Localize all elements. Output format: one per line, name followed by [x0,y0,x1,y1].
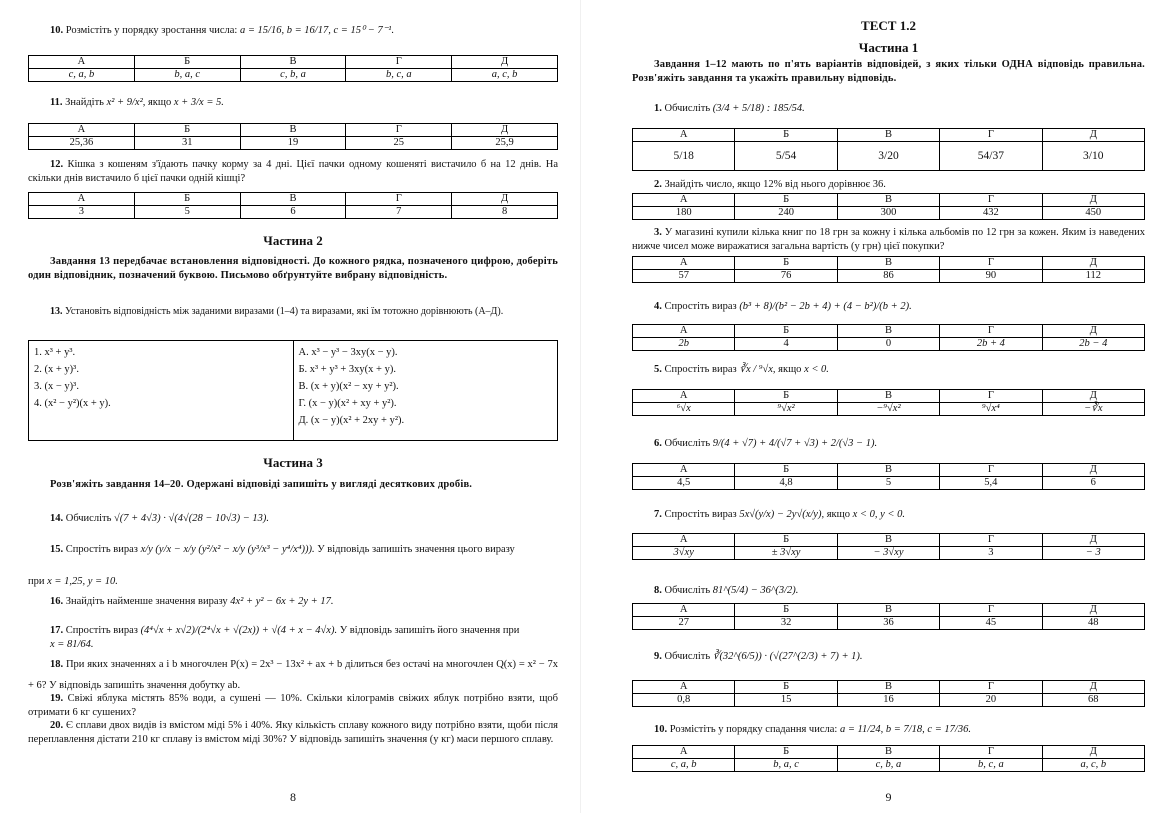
answer-option-letter: Г [940,390,1042,403]
answer-option-value: 15 [735,694,837,707]
answer-option-value: 8 [452,206,558,219]
question-formula: x < 0. [804,364,829,375]
answer-option-letter: Д [1042,534,1144,547]
question-number: 17. [50,625,64,636]
matching-item: В. (x + y)(x² − xy + y²). [298,381,399,392]
section-heading: Частина 1 [858,40,919,55]
answer-option-value: 19 [240,137,346,150]
answer-option-letter: Д [1042,746,1144,759]
answer-option-letter: А [633,746,735,759]
answer-option-letter: Б [134,56,240,69]
question-5 [632,363,1145,377]
answer-option-value: 0 [837,338,939,351]
question-formula: ∛x / ⁹√x, [739,364,776,375]
question-number: 16. [50,596,64,607]
answer-option-letter: В [837,534,939,547]
question-number: 19. [50,693,64,704]
answer-option-letter: Д [1042,194,1144,207]
answer-table [28,192,558,219]
matching-table [28,340,558,441]
page-number: 8 [290,790,296,804]
matching-item: 3. (x − y)³. [34,381,79,392]
answer-option-letter: А [633,681,735,694]
answer-option-value: ⁶√x [633,403,735,416]
answer-option-letter: А [633,464,735,477]
question-formula: 81^(5/4) − 36^(3/2). [712,585,799,596]
question-number: 6. [654,438,662,449]
answer-option-letter: Д [1042,257,1144,270]
answer-option-letter: Г [940,681,1042,694]
matching-item: Д. (x − y)(x² + 2xy + y²). [298,415,405,426]
answer-option-value: 25,9 [452,137,558,150]
question-text: Спростіть вираз [664,364,737,375]
answer-option-value: 450 [1042,207,1144,220]
answer-option-letter: В [837,681,939,694]
answer-option-letter: В [240,124,346,137]
answer-option-letter: А [29,124,135,137]
question-formula: ∛(32^(6/5)) · (√(27^(2/3) + 7) + 1). [712,651,863,662]
question-10 [28,24,558,38]
question-9 [632,650,1145,664]
question-15 [28,543,558,557]
matching-item: А. x³ − y³ − 3xy(x − y). [298,347,398,358]
question-1 [632,102,1145,116]
answer-option-value: 240 [735,207,837,220]
answer-option-letter: А [633,257,735,270]
answer-option-letter: Б [735,604,837,617]
question-text: Знайдіть число, якщо 12% від нього дорівнює 36. [664,179,886,190]
question-text: Спростіть вираз [664,301,737,312]
question-11 [28,96,558,110]
answer-option-value: 0,8 [633,694,735,707]
answer-option-letter: А [29,56,135,69]
question-text: Установіть відповідність між заданими виразами (1–4) та виразами, які їм тотожно дорівнюють (А–Д). [65,306,504,317]
answer-option-value: − 3√xy [837,547,939,560]
question-15-continued [28,575,558,589]
question-text: Розмістіть у порядку спадання числа: [669,724,838,735]
page-8 [28,0,558,813]
answer-table [632,603,1145,630]
answer-option-value: 4,5 [633,477,735,490]
answer-option-letter: Д [1042,325,1144,338]
answer-option-letter: В [240,193,346,206]
answer-option-value: ⁹√x² [735,403,837,416]
answer-option-letter: А [29,193,135,206]
question-number: 11. [50,97,63,108]
matching-item: 4. (x² − y²)(x + y). [34,398,111,409]
answer-option-value: 4 [735,338,837,351]
answer-option-value: c, b, a [240,69,346,82]
answer-table [632,389,1145,416]
answer-table [28,55,558,82]
answer-option-value: 3 [29,206,135,219]
answer-option-value: 3/20 [837,142,939,171]
question-text: якщо [147,97,172,108]
answer-option-value: 6 [240,206,346,219]
answer-option-letter: В [837,129,939,142]
question-7 [632,508,1145,522]
answer-option-letter: Д [1042,129,1144,142]
answer-option-value: 16 [837,694,939,707]
answer-option-letter: Б [735,325,837,338]
answer-option-value: b, a, c [735,759,837,772]
question-formula: 5x√(y/x) − 2y√(x/y), [739,509,825,520]
answer-option-letter: В [837,325,939,338]
answer-option-letter: Г [346,193,452,206]
question-number: 12. [50,159,64,170]
question-20 [28,719,558,746]
question-formula: a = 15/16, b = 16/17, c = 15⁰ − 7⁻¹. [239,25,395,36]
answer-option-letter: А [633,534,735,547]
question-17 [28,624,558,651]
answer-option-value: b, a, c [134,69,240,82]
question-16 [28,595,558,609]
answer-option-letter: Д [452,124,558,137]
answer-option-value: 90 [940,270,1042,283]
answer-option-value: 4,8 [735,477,837,490]
answer-table [28,123,558,150]
question-formula: x = 81/64. [50,638,94,650]
section-instructions: Завдання 13 передбачає встановлення відповідності. До кожного рядка, позначеного цифрою, доберіть один відповідник, позначений буквою. Письмово обґрунтуйте вибрану відповідність. [28,256,558,281]
section-heading: Частина 2 [263,233,323,248]
answer-option-letter: Д [452,193,558,206]
answer-option-letter: В [240,56,346,69]
answer-option-value: 48 [1042,617,1144,630]
answer-table [632,193,1145,220]
question-number: 13. [50,306,63,317]
answer-option-value: 76 [735,270,837,283]
section-instructions: Завдання 1–12 мають по п'ять варіантів відповідей, з яких тільки ОДНА відповідь правильна. Розв'яжіть завдання та укажіть правильну відповідь. [632,59,1145,84]
question-formula: 9/(4 + √7) + 4/(√7 + √3) + 2/(√3 − 1). [712,438,878,449]
answer-option-value: ⁹√x⁴ [940,403,1042,416]
answer-option-letter: А [633,325,735,338]
answer-option-value: 300 [837,207,939,220]
answer-option-letter: Б [735,746,837,759]
answer-table [632,533,1145,560]
question-text: Свіжі яблука містять 85% води, а сушені — 10%. Скільки кілограмів свіжих яблук потрібно взяти, щоб отримати 6 кг сушених? [28,693,558,718]
matching-item: Б. x³ + y³ + 3xy(x + y). [298,364,396,375]
question-8 [632,584,1145,598]
question-text: Спростіть вираз [65,544,138,555]
question-text: при [28,576,45,587]
answer-option-value: 3 [940,547,1042,560]
answer-option-value: 5 [837,477,939,490]
matching-item: 1. x³ + y³. [34,347,76,358]
question-text: Знайдіть найменше значення виразу [65,596,228,607]
question-text: Спростіть вираз [65,625,138,636]
answer-option-letter: Б [735,194,837,207]
answer-table [632,324,1145,351]
answer-option-letter: Б [134,193,240,206]
answer-option-letter: Д [452,56,558,69]
answer-option-letter: Г [940,257,1042,270]
question-formula: √(7 + 4√3) · √(4√(28 − 10√3) − 13). [114,513,270,524]
answer-option-letter: Б [735,681,837,694]
question-number: 10. [50,25,64,36]
question-12 [28,158,558,185]
answer-option-value: c, b, a [837,759,939,772]
question-text: Спростіть вираз [664,509,737,520]
question-number: 20. [50,720,64,731]
question-text: При яких значеннях a і b многочлен P(x) = 2x³ − 13x² + ax + b ділиться без остачі на многочлен Q(x) = x² − 7x + 6? У відповідь запишіть значення добутку ab. [28,659,558,691]
question-text: Обчисліть [664,651,711,662]
question-text: Обчисліть [664,438,711,449]
answer-option-letter: Б [134,124,240,137]
answer-option-value: 3/10 [1042,142,1144,171]
answer-option-letter: А [633,129,735,142]
answer-option-letter: Г [940,194,1042,207]
answer-table [632,680,1145,707]
answer-option-letter: А [633,604,735,617]
question-number: 15. [50,544,64,555]
answer-option-letter: Г [940,746,1042,759]
answer-option-value: 6 [1042,477,1144,490]
answer-option-letter: Г [940,464,1042,477]
answer-option-letter: Г [940,604,1042,617]
answer-option-value: 112 [1042,270,1144,283]
question-text: Знайдіть [65,97,104,108]
answer-option-letter: Б [735,534,837,547]
question-formula: (3/4 + 5/18) : 185/54. [712,103,805,114]
answer-table [632,463,1145,490]
answer-option-letter: В [837,604,939,617]
answer-option-value: 32 [735,617,837,630]
answer-option-value: 45 [940,617,1042,630]
answer-option-value: 68 [1042,694,1144,707]
answer-option-value: 20 [940,694,1042,707]
answer-option-letter: В [837,257,939,270]
question-10 [632,723,1145,737]
answer-option-value: c, a, b [29,69,135,82]
answer-option-letter: В [837,390,939,403]
question-number: 9. [654,651,662,662]
question-formula: a = 11/24, b = 7/18, c = 17/36. [839,724,971,735]
answer-option-value: 25 [346,137,452,150]
answer-option-letter: Б [735,390,837,403]
answer-option-value: 36 [837,617,939,630]
answer-table [632,745,1145,772]
matching-right-column [293,341,558,441]
answer-option-value: b, c, a [346,69,452,82]
answer-option-letter: Д [1042,604,1144,617]
question-18 [28,654,558,696]
matching-item: 2. (x + y)³. [34,364,79,375]
question-text: Є сплави двох видів із вмістом міді 5% і 40%. Яку кількість сплаву кожного виду потрібно взяти, щоби після переплавлення дістати 210 кг сплаву із вмістом міді 30%? У відповідь запишіть значення (у кг) маси першого сплаву. [28,720,559,745]
question-formula: x² + 9/x², [106,97,146,108]
answer-option-letter: Б [735,129,837,142]
matching-left-column [29,341,294,441]
answer-option-letter: А [633,390,735,403]
question-text: У відповідь запишіть його значення при [339,625,520,636]
question-6 [632,437,1145,451]
answer-option-value: 7 [346,206,452,219]
answer-table [632,128,1145,171]
answer-option-value: a, c, b [452,69,558,82]
question-formula: (b³ + 8)/(b² − 2b + 4) + (4 − b²)/(b + 2). [739,301,912,312]
question-text: якщо [826,509,850,520]
answer-option-letter: Б [735,464,837,477]
question-formula: x + 3/x = 5. [173,97,224,108]
answer-option-value: 25,36 [29,137,135,150]
answer-option-value: ± 3√xy [735,547,837,560]
question-4 [632,300,1145,314]
question-text: Розмістіть у порядку зростання числа: [65,25,238,36]
answer-option-value: 180 [633,207,735,220]
answer-option-letter: Г [940,129,1042,142]
test-title: ТЕСТ 1.2 [861,18,916,33]
section-heading: Частина 3 [263,455,323,470]
answer-option-letter: Г [346,56,452,69]
question-formula: x = 1,25, y = 10. [47,576,118,587]
answer-option-letter: Д [1042,390,1144,403]
answer-option-letter: В [837,194,939,207]
answer-option-value: 31 [134,137,240,150]
page-9 [632,0,1145,813]
question-number: 4. [654,301,662,312]
question-formula: x < 0, y < 0. [852,509,905,520]
question-text: Кішка з кошеням з'їдають пачку корму за 4 дні. Цієї пачки одному кошеняті вистачило б на 12 днів. На скільки днів вистачило б цієї пачки одній кішці? [28,159,559,184]
page-gutter [580,0,581,813]
answer-option-letter: Д [1042,464,1144,477]
question-number: 8. [654,585,662,596]
question-number: 3. [654,227,662,238]
question-text: Обчисліть [65,513,112,524]
question-formula: x/y (y/x − x/y (y²/x² − x/y (y³/x³ − y⁴/x⁴))). [140,544,315,555]
answer-option-letter: В [837,464,939,477]
answer-option-letter: Д [1042,681,1144,694]
answer-option-value: − 3 [1042,547,1144,560]
question-text: якщо [778,364,802,375]
answer-option-value: −∛x [1042,403,1144,416]
question-text: У магазині купили кілька книг по 18 грн за кожну і кілька альбомів по 12 грн за кожен. Яким із наведених нижче чисел може виражатися загальна вартість (у грн) цієї покупки? [632,227,1146,252]
answer-option-value: b, c, a [940,759,1042,772]
answer-option-letter: В [837,746,939,759]
answer-option-value: 3√xy [633,547,735,560]
answer-option-value: a, c, b [1042,759,1144,772]
section-instructions: Розв'яжіть завдання 14–20. Одержані відповіді запишіть у вигляді десяткових дробів. [50,479,473,490]
question-14 [28,512,558,526]
answer-option-value: 86 [837,270,939,283]
question-number: 18. [50,659,64,670]
page-number: 9 [885,790,892,804]
question-number: 5. [654,364,662,375]
answer-table [632,256,1145,283]
matching-item: Г. (x − y)(x² + xy + y²). [298,398,397,409]
answer-option-value: 5/54 [735,142,837,171]
answer-option-value: c, a, b [633,759,735,772]
answer-option-value: 57 [633,270,735,283]
answer-option-letter: Г [346,124,452,137]
question-number: 10. [654,724,668,735]
question-text: Обчисліть [664,585,711,596]
answer-option-value: 2b − 4 [1042,338,1144,351]
answer-option-letter: Г [940,325,1042,338]
answer-option-value: 432 [940,207,1042,220]
answer-option-letter: Г [940,534,1042,547]
question-formula: (4⁴√x + x√2)/(2⁴√x + √(2x)) + √(4 + x − 4√x). [140,625,338,636]
question-number: 2. [654,179,662,190]
answer-option-value: 5 [134,206,240,219]
answer-option-value: 2b + 4 [940,338,1042,351]
answer-option-letter: А [633,194,735,207]
question-13 [28,305,558,318]
question-number: 1. [654,103,662,114]
answer-option-value: 5,4 [940,477,1042,490]
question-number: 14. [50,513,64,524]
answer-option-letter: Б [735,257,837,270]
answer-option-value: 27 [633,617,735,630]
answer-option-value: 5/18 [633,142,735,171]
question-text: Обчисліть [664,103,711,114]
question-3 [632,226,1145,253]
question-formula: 4x² + y² − 6x + 2y + 17. [230,596,334,607]
answer-option-value: 54/37 [940,142,1042,171]
question-19 [28,692,558,719]
question-2 [632,178,1145,192]
answer-option-value: −⁹√x² [837,403,939,416]
answer-option-value: 2b [633,338,735,351]
question-text: У відповідь запишіть значення цього виразу [317,544,515,555]
question-number: 7. [654,509,662,520]
